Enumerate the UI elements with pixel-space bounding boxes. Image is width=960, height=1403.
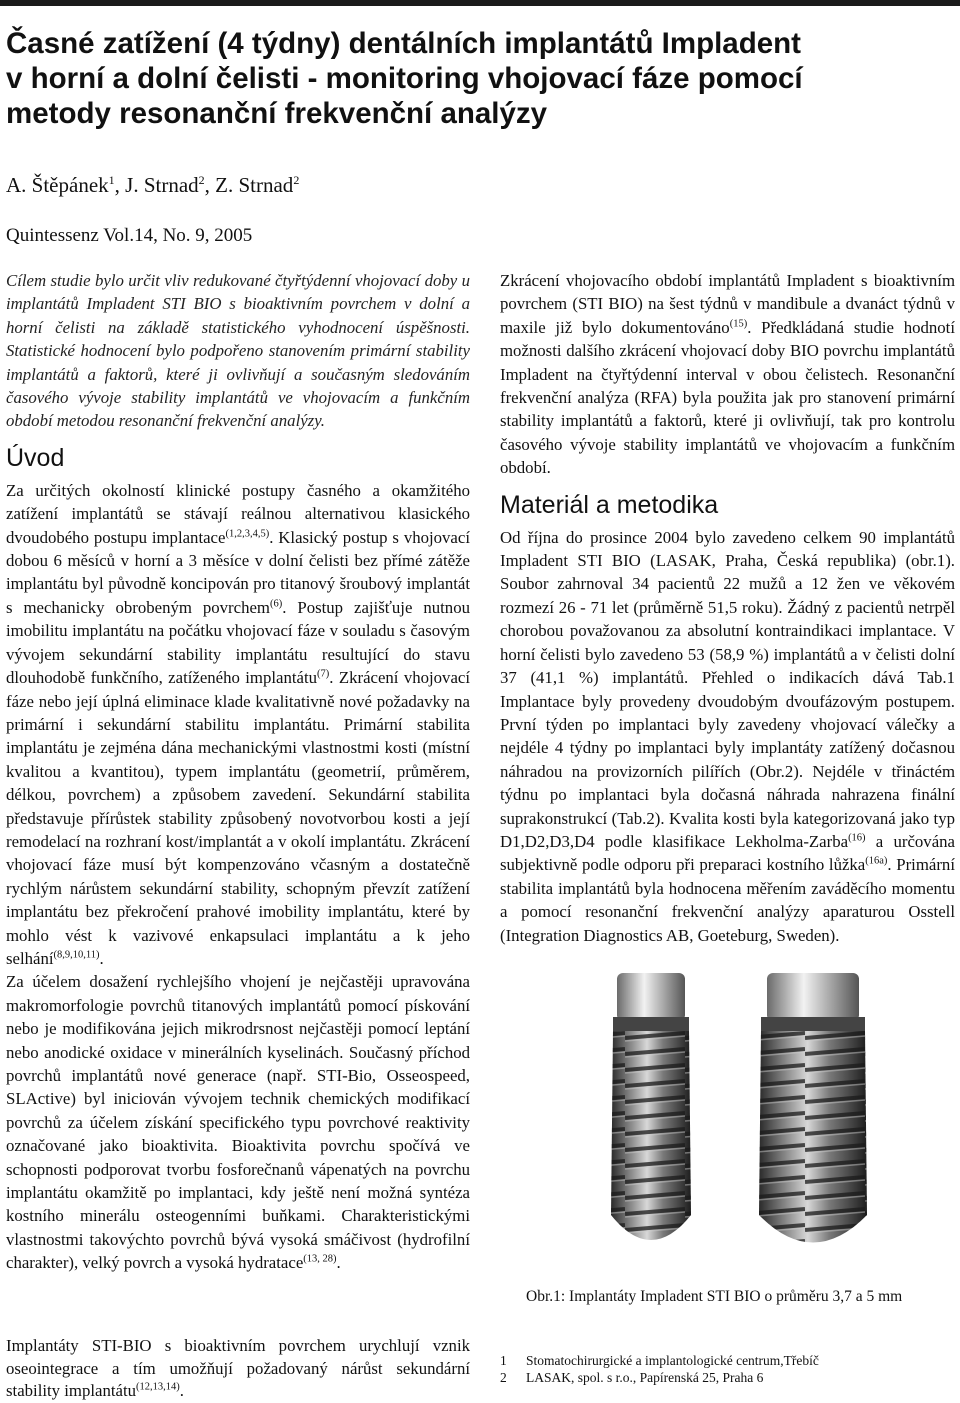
author-1: A. Štěpánek <box>6 173 109 197</box>
figure-caption: Obr.1: Implantáty Impladent STI BIO o průměru 3,7 a 5 mm <box>526 1288 903 1305</box>
author-3: Z. Strnad <box>215 173 294 197</box>
text-run: Za určitých okolností klinické postupy časného a okamžitého zatížení implantátů se stávají reálnou alternativou klasického dvoudobého postupu implantace <box>6 480 470 547</box>
citation: (16) <box>848 832 866 844</box>
author-1-affiliation: 1 <box>108 173 115 187</box>
text-run: . Postup zajišťuje nutnou imobilitu implantátu na počátku vhojovací fáze v souladu s časovým vývojem sekundární stability implantátu resultující do stavu dlouhodobě funkčního, zatíženého implantátu <box>6 597 470 688</box>
text-run: . Zkrácení vhojovací fáze nebo její úplná eliminace klade kvalitativně nové požadavky na primární i sekundární stabilitu implantátu. Primární stabilita implantátu je zejména dána mechanickými vlastnostmi kosti (místní kvalitou a kvantitou), typem implantátu (geometrií, průměrem, délkou, povrchem) a způsobem zavedení. Sekundární stabilita představuje přírůstek stability způsobený novotvorbou kosti a její remodelací na rozhraní kost/implantát a v okolí implantátu. Zkrácení vhojovací fáze musí být kompenzováno včasným a dostatečně rychlým nárůstem sekundární stability, schopným převzít zatížení implantátu bez překročení prahové imobility implantátu, které by mohlo vést k vazivové enkapsulaci implantátu a k jeho selhání <box>6 668 470 968</box>
citation: (15) <box>729 318 748 330</box>
intro-paragraph-1 <box>6 479 470 971</box>
citation: (16a) <box>865 855 888 867</box>
intro-paragraph-2 <box>6 970 470 1274</box>
text-run: . <box>336 1253 341 1273</box>
footnote-text: Stomatochirurgické a implantologické centrum,Třebíč <box>526 1353 819 1368</box>
footnote-2 <box>500 1369 955 1386</box>
section-heading-intro: Úvod <box>6 443 65 472</box>
citation: (8,9,10,11) <box>53 949 100 961</box>
title-line-2: v horní a dolní čelisti - monitoring vhojovací fáze pomocí <box>6 62 803 95</box>
footnote-text: LASAK, spol. s r.o., Papírenská 25, Praha 6 <box>526 1370 764 1385</box>
citation: (12,13,14) <box>136 1381 180 1393</box>
methods-paragraph-1 <box>500 526 955 947</box>
text-run: a určována subjektivně podle odporu při preparaci kostního lůžka <box>500 831 955 875</box>
footnote-number: 1 <box>500 1353 507 1368</box>
text-run: Implantáty STI-BIO s bioaktivním povrchem urychlují vznik oseointegrace a tím umožňují požadovaný nárůst sekundární stability implantátu <box>6 1336 470 1400</box>
right-paragraph-1 <box>500 269 955 480</box>
author-2-affiliation: 2 <box>198 173 205 187</box>
author-3-affiliation: 2 <box>293 173 300 187</box>
journal-reference: Quintessenz Vol.14, No. 9, 2005 <box>6 225 253 246</box>
abstract: Cílem studie bylo určit vliv redukované čtyřtýdenní vhojovací doby u implantátů Impladent STI BIO s bioaktivním povrchem v dolní a horní čelisti na základě statistického vyhodnocení úspěšnosti. Statistické hodnocení bylo podpořeno stanovením primární stability implantátů a faktorů, které ji ovlivňují a současným sledováním časového vývoje stability implantátů ve vhojovacím a funkčním období metodou resonanční frekvenční analýzy. <box>6 271 470 431</box>
title-line-3: metody resonanční frekvenční analýzy <box>6 97 548 130</box>
title-line-1: Časné zatížení (4 týdny) dentálních implantátů Impladent <box>6 27 801 60</box>
author-2: J. Strnad <box>125 173 199 197</box>
left-column <box>6 269 470 1275</box>
citation: (6) <box>269 598 283 610</box>
right-column <box>500 269 955 947</box>
text-run: . Klasický postup s vhojovací dobou 6 měsíců v horní a 3 měsíce v dolní čelisti bez přímé zátěže implantátu byl původně koncipován pro titanový šroubový implantát s mechanicky obrobeným povrchem <box>6 527 470 617</box>
text-run: Zkrácení vhojovacího období implantátů Impladent s bioaktivním povrchem (STI BIO) na šest týdnů v mandibule a dvanáct týdnů v maxile již bylo dokumentováno <box>500 271 955 337</box>
implant-large <box>759 973 867 1243</box>
author-separator: , <box>204 173 216 197</box>
text-run: Od října do prosince 2004 bylo zavedeno celkem 90 implantátů Impladent STI BIO (LASAK, Praha, Česká republika) (obr.1). Soubor zahrnoval 34 pacientů 22 mužů a 12 žen ve věkovém rozmezí 26 - 71 let (průměrně 51,5 roku). Žádný z pacientů netrpěl chorobou považovanou za absolutní kontraindikaci implantace. V horní čelisti bylo zavedeno 53 (58,9 %) implantátů a v čelisti dolní 37 (41,1 %) implantátů. Přehled o indikacích dává Tab.1 Implantace byly provedeny dvoudobým dvoufázovým postupem. První týden po implantaci byly zavedeny vhojovací válečky a nejdéle 4 týdny po implantaci byly implantáty zatížený dočasnou náhradou na provizorních pilířích (Obr.2). Nejdéle v třináctém týdnu po implantaci byla dočasná náhrada nahrazena finální suprakonstrukcí (Tab.2). Kvalita kosti byla kategorizovaná jako typ D1,D2,D3,D4 podle klasifikace Lekholma-Zarba <box>500 527 955 851</box>
section-heading-methods: Materiál a metodika <box>500 490 719 519</box>
footnotes <box>500 1352 955 1386</box>
implant-figure <box>505 965 950 1275</box>
text-run: . Primární stabilita implantátů byla hodnocena měřením zaváděcího momentu a pomocí resonanční frekvenční analýzy aparaturou Osstell (Integration Diagnostics AB, Goeteburg, Sweden). <box>500 855 955 945</box>
article-title <box>6 26 946 131</box>
text-run: . <box>179 1381 184 1400</box>
top-rule <box>0 0 960 6</box>
footnote-number: 2 <box>500 1370 507 1385</box>
text-run: . Předkládaná studie hodnotí možnosti dalšího zkrácení vhojovací doby BIO povrchu implantátů Impladent na čtyřtýdenní interval v obou čelistech. Resonanční frekvenční analýza (RFA) byla použita jak pro stanovení primární stability implantátů a faktorů, které ji ovlivňují, tak pro kontrolu časového vývoje stability implantátů ve vhojovacím a funkčním období. <box>500 317 955 478</box>
author-separator: , <box>114 173 126 197</box>
implant-small <box>611 973 691 1240</box>
intro-paragraph-3 <box>6 1335 470 1403</box>
citation: (7) <box>317 668 330 680</box>
text-run: . <box>99 948 104 968</box>
citation: (13, 28) <box>303 1253 337 1265</box>
footnote-1 <box>500 1352 955 1369</box>
citation: (1,2,3,4,5) <box>225 528 270 540</box>
implant-illustration <box>505 965 950 1275</box>
text-run: Za účelem dosažení rychlejšího vhojení je nejčastěji upravována makromorfologie povrchů titanových implantátů pomocí pískování nebo je modifikována jejich mikrodrsnost nejčastěji pomocí leptání nebo anodické oxidace v minerálních kyselinách. Současný příchod povrchů implantátů nové generace (např. STI-Bio, Osseospeed, SLActive) byl iniciován vývojem technik chemických modifikací povrchů za účelem získání specifického typu povrchové reaktivity označované jako bioaktivita. Bioaktivita povrchu spočívá ve schopnosti podporovat tvorbu fosforečnanů vápenatých na povrchu implantátu okamžitě po implantaci, kdy ještě není možná syntéza kostního minerálu osteogenními buňkami. Charakteristickými vlastnostmi takovýchto povrchů bývá vysoká smáčivost (hydrofilní charakter), velký povrch a vysoká hydratace <box>6 972 470 1273</box>
author-list <box>6 172 299 198</box>
